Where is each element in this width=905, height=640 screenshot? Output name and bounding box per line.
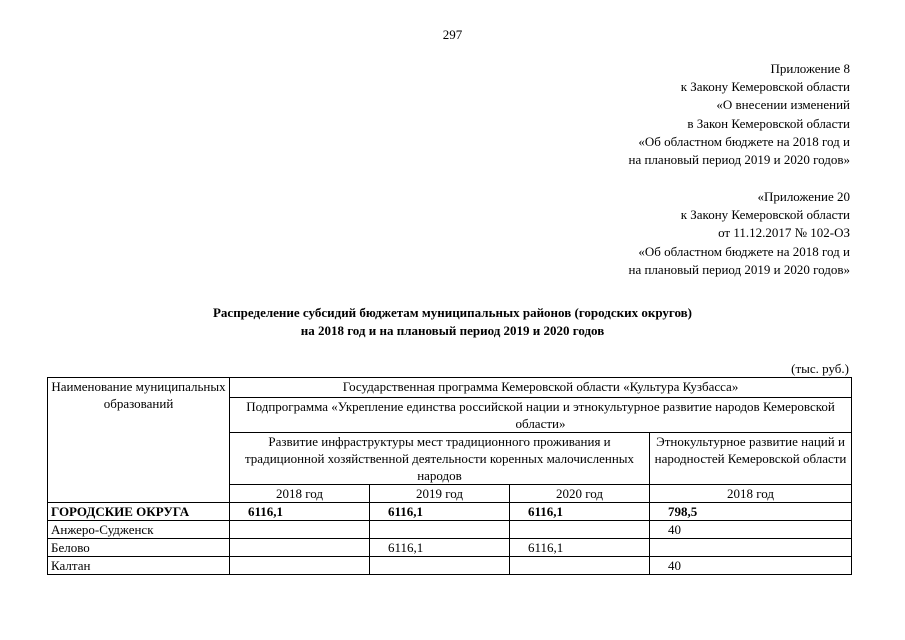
row-value: 798,5 bbox=[650, 503, 852, 521]
annex-line: «О внесении изменений bbox=[716, 97, 850, 113]
row-value bbox=[370, 557, 510, 575]
header-year: 2018 год bbox=[230, 485, 370, 503]
row-name: ГОРОДСКИЕ ОКРУГА bbox=[48, 503, 230, 521]
header-measure-ethnocultural: Этнокультурное развитие наций и народностей Кемеровской области bbox=[650, 433, 852, 485]
table-row bbox=[48, 503, 852, 521]
header-year: 2018 год bbox=[650, 485, 852, 503]
row-value bbox=[230, 539, 370, 557]
row-value bbox=[510, 521, 650, 539]
annex-line: «Приложение 20 bbox=[757, 189, 850, 204]
header-year: 2020 год bbox=[510, 485, 650, 503]
annex-line: Приложение 8 bbox=[770, 61, 850, 76]
row-value bbox=[370, 521, 510, 539]
annex-line: к Закону Кемеровской области bbox=[680, 207, 850, 223]
row-value: 6116,1 bbox=[510, 539, 650, 557]
table-row bbox=[48, 557, 852, 575]
subsidy-table bbox=[47, 377, 852, 575]
row-value bbox=[510, 557, 650, 575]
row-value: 40 bbox=[650, 521, 852, 539]
header-municipality: Наименование муниципальных образований bbox=[48, 378, 230, 503]
row-value: 6116,1 bbox=[230, 503, 370, 521]
row-value: 6116,1 bbox=[370, 503, 510, 521]
row-name: Калтан bbox=[48, 557, 230, 575]
row-name: Анжеро-Судженск bbox=[48, 521, 230, 539]
row-value bbox=[230, 557, 370, 575]
title-line: на 2018 год и на плановый период 2019 и 2020 годов bbox=[300, 323, 605, 338]
document-title bbox=[0, 304, 905, 340]
annex-8-heading bbox=[629, 60, 851, 169]
annex-line: в Закон Кемеровской области bbox=[687, 115, 850, 131]
annex-line: «Об областном бюджете на 2018 год и bbox=[638, 243, 850, 259]
header-measure-infrastructure: Развитие инфраструктуры мест традиционного проживания и традиционной хозяйственной деятельности коренных малочисленных народов bbox=[230, 433, 650, 485]
table-row bbox=[48, 521, 852, 539]
annex-20-heading bbox=[629, 188, 851, 279]
page-number: 297 bbox=[442, 27, 463, 42]
annex-line: на плановый период 2019 и 2020 годов» bbox=[628, 261, 850, 277]
row-value bbox=[230, 521, 370, 539]
row-value: 6116,1 bbox=[510, 503, 650, 521]
title-line: Распределение субсидий бюджетам муниципальных районов (городских округов) bbox=[212, 305, 692, 320]
unit-note: (тыс. руб.) bbox=[791, 361, 849, 376]
table-row bbox=[48, 539, 852, 557]
header-subprogram: Подпрограмма «Укрепление единства российской нации и этнокультурное развитие народов Кемеровской области» bbox=[230, 398, 852, 433]
row-value: 6116,1 bbox=[370, 539, 510, 557]
header-year: 2019 год bbox=[370, 485, 510, 503]
row-name: Белово bbox=[48, 539, 230, 557]
row-value bbox=[650, 539, 852, 557]
annex-line: к Закону Кемеровской области bbox=[680, 79, 850, 95]
header-program: Государственная программа Кемеровской области «Культура Кузбасса» bbox=[230, 378, 852, 398]
annex-line: «Об областном бюджете на 2018 год и bbox=[638, 133, 850, 149]
row-value: 40 bbox=[650, 557, 852, 575]
annex-line: от 11.12.2017 № 102-ОЗ bbox=[718, 225, 850, 241]
annex-line: на плановый период 2019 и 2020 годов» bbox=[628, 152, 850, 168]
